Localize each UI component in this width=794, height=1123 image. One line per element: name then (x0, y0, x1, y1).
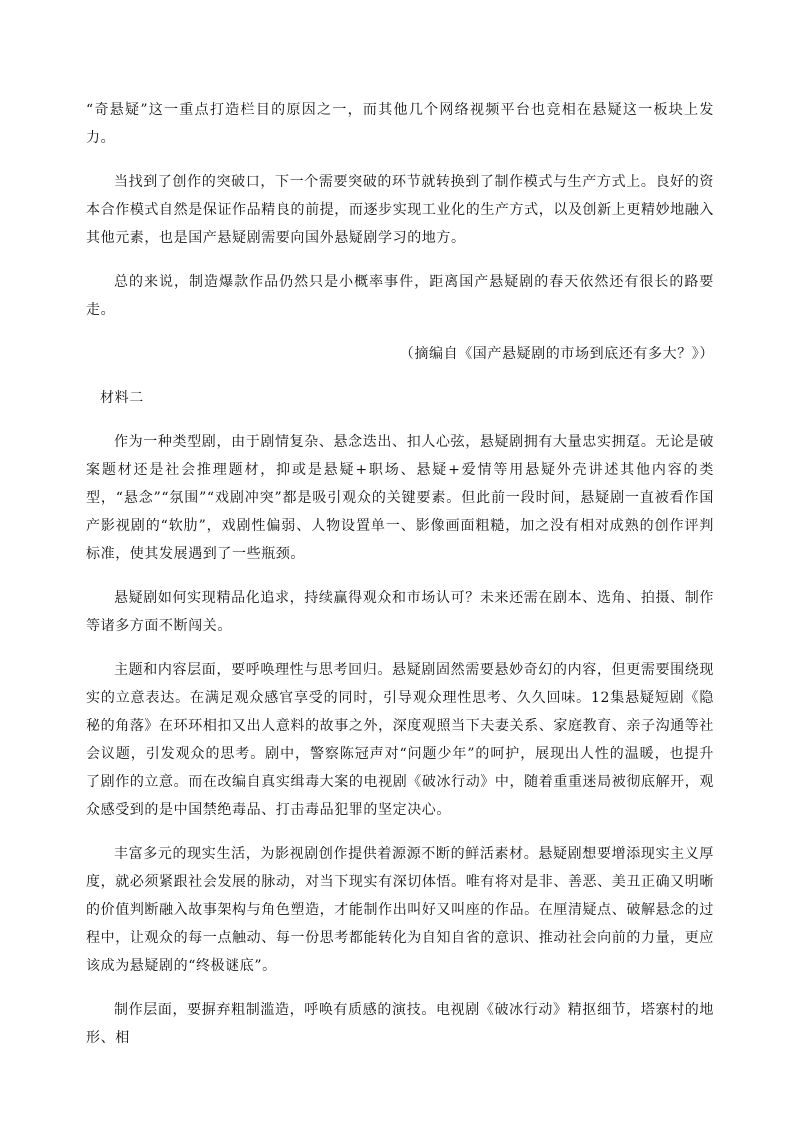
paragraph-real-life: 丰富多元的现实生活，为影视剧创作提供着源源不断的鲜活素材。悬疑剧想要增添现实主义厚度，就必须紧跟社会发展的脉动，对当下现实有深切体悟。唯有将对是非、善恶、美丑正确又明晰的价值判断融入故事架构与角色塑造，才能制作出叫好又叫座的作品。在厘清疑点、破解悬念的过程中，让观众的每一点触动、每一份思考都能转化为自知自省的意识、推动社会向前的力量，更应该成为悬疑剧的“终极谜底”。 (86, 846, 714, 974)
paragraph-quality-question: 悬疑剧如何实现精品化追求，持续赢得观众和市场认可？未来还需在剧本、选角、拍摄、制作等诸多方面不断闯关。 (86, 590, 714, 634)
paragraph-summary: 总的来说，制造爆款作品仍然只是小概率事件，距离国产悬疑剧的春天依然还有很长的路要走。 (86, 274, 714, 318)
paragraph-production-model: 当找到了创作的突破口，下一个需要突破的环节就转换到了制作模式与生产方式上。良好的资本合作模式自然是保证作品精良的前提，而逐步实现工业化的生产方式，以及创新上更精妙地融入其他元素，也是国产悬疑剧需要向国外悬疑剧学习的地方。 (86, 174, 714, 246)
paragraph-theme-content: 主题和内容层面，要呼唤理性与思考回归。悬疑剧固然需要悬妙奇幻的内容，但更需要围绕现实的立意表达。在满足观众感官享受的同时，引导观众理性思考、久久回味。12集悬疑短剧《隐秘的角落》在环环相扣又出人意料的故事之外，深度观照当下夫妻关系、家庭教育、亲子沟通等社会议题，引发观众的思考。剧中，警察陈冠声对“问题少年”的呵护，展现出人性的温暖，也提升了剧作的立意。而在改编自真实缉毒大案的电视剧《破冰行动》中，随着重重迷局被彻底解开，观众感受到的是中国禁绝毒品、打击毒品犯罪的坚定决心。 (86, 662, 714, 818)
paragraph-continuation: “奇悬疑”这一重点打造栏目的原因之一，而其他几个网络视频平台也竞相在悬疑这一板块上发力。 (86, 102, 714, 146)
paragraph-genre-intro: 作为一种类型剧，由于剧情复杂、悬念迭出、扣人心弦，悬疑剧拥有大量忠实拥趸。无论是破案题材还是社会推理题材，抑或是悬疑+职场、悬疑+爱情等用悬疑外壳讲述其他内容的类型，“悬念”“氛围”“戏剧冲突”都是吸引观众的关键要素。但此前一段时间，悬疑剧一直被看作国产影视剧的“软肋”，戏剧性偏弱、人物设置单一、影像画面粗糙，加之没有相对成熟的创作评判标准，使其发展遇到了一些瓶颈。 (86, 434, 714, 562)
paragraph-production-level: 制作层面，要摒弃粗制滥造，呼唤有质感的演技。电视剧《破冰行动》精抠细节，塔寨村的地形、相 (86, 1002, 714, 1046)
source-note: （摘编自《国产悬疑剧的市场到底还有多大？》） (399, 346, 714, 362)
section-heading-material-two: 材料二 (100, 390, 144, 406)
